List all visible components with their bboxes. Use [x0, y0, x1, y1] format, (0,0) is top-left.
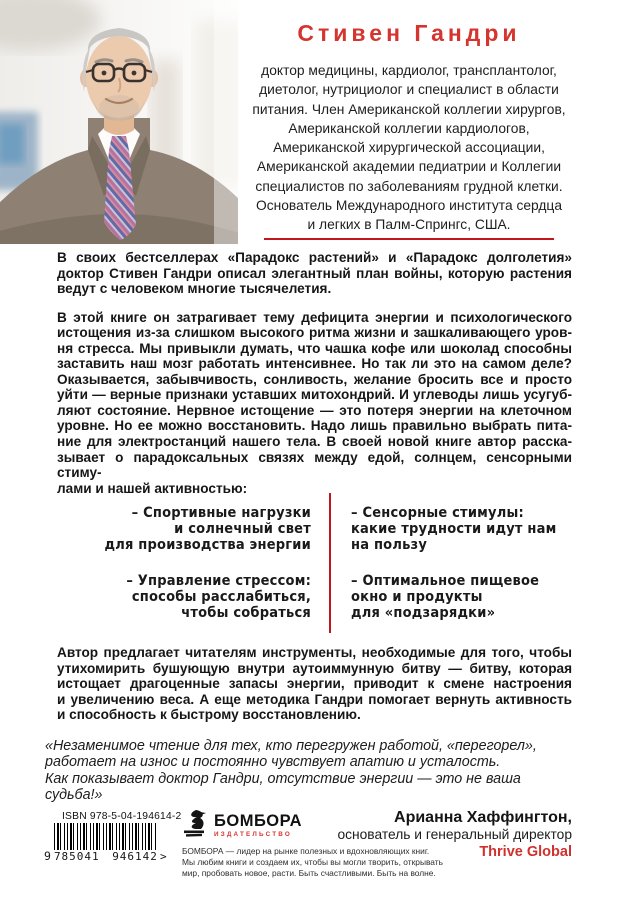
barcode-digits-right: 946142: [112, 850, 158, 863]
benefits-columns: [57, 503, 572, 621]
benefits-column-right: [331, 503, 572, 621]
attribution-name: Арианна Хаффингтон,: [394, 809, 572, 827]
annotation: [45, 250, 572, 861]
intro-paragraph: В своих бестселлерах «Парадокс растений» и «Парадокс долголетия» доктор Стивен Гандри описал элегантный план войны, которую растения ведут с человеком многие тысячелетия.: [57, 250, 572, 297]
barcode-bars: [54, 823, 158, 850]
benefit-item: – Сенсорные стимулы: какие трудности идут нам на пользу: [351, 505, 557, 554]
publisher-name: БОМБОРА: [214, 812, 303, 830]
barcode-lead-digit: 9: [44, 848, 51, 863]
author-name-title: Стивен Гандри: [297, 20, 521, 46]
endorsement-quote: «Незаменимое чтение для тех, кто перегружен работой, «перегорел», работает на износ и постоянно чувствует апатию и усталость. Как показывает доктор Гандри, отсутствие энергии — это не ваша судьба!»: [45, 737, 537, 803]
attribution-role: основатель и генеральный директор: [337, 827, 572, 843]
benefit-item: – Спортивные нагрузки и солнечный свет для производства энергии: [104, 505, 311, 554]
publisher-subtitle: ИЗДАТЕЛЬСТВО: [214, 831, 292, 838]
barcode-bars-wrap: [54, 823, 158, 862]
body-paragraph: В этой книге он затрагивает тему дефицита энергии и психологического истощения из-за слишком высокого ритма жизни и зашкаливающего уров- ня стресса. Мы привыкли думать, что чашка кофе или шоколад способны заставить наш мозг работать интенсивнее. Но так ли это на самом деле? Оказывается, забывчивость, сонливость, желание бросить все и просто уйти — верные признаки уставших митохондрий. И углеводы лишь усугуб- ляют состояние. Нервное истощение — это потеря энергии на клеточном уровне. Но ее можно восстановить. Надо лишь правильно выбрать пита- ние для электростанций нашего тела. В своей новой книге автор расска- зывает о парадоксальных связях между едой, солнцем, сенсорными стиму- лами и нашей активностью:: [57, 309, 572, 496]
bombora-logo-icon: [182, 809, 208, 839]
author-bio: доктор медицины, кардиолог, трансплантолог, диетолог, нутрициолог и специалист в области питания. Член Американской коллегии хирургов, Американской коллегии кардиологов, Американской хирургической ассоциации, Американской академии педиатрии и Коллегии специалистов по заболеваниям грудной клетки. Основатель Международного института сердца и легких в Палм-Спрингс, США.: [252, 63, 566, 233]
benefits-column-left: [57, 503, 329, 621]
header: [246, 18, 572, 235]
red-divider-rule: [264, 238, 554, 240]
isbn-label: ISBN 978-5-04-194614-2: [62, 811, 182, 822]
ean-barcode: [44, 823, 167, 862]
barcode-digits: [54, 851, 158, 862]
barcode-trail-mark: >: [159, 850, 167, 863]
closing-paragraph: Автор предлагает читателям инструменты, необходимые для того, чтобы утихомирить бушующую внутри аутоиммунную битву — битву, которая истощает драгоценные запасы энергии, приводит к смене настроения и увеличению веса. А еще методика Гандри помогает вернуть активность и способность к быстрому восстановлению.: [57, 645, 572, 723]
publisher-block: [182, 809, 444, 880]
barcode-digits-left: 785041: [53, 850, 100, 863]
author-photo: [0, 0, 238, 244]
benefit-item: – Оптимальное пищевое окно и продукты для «подзарядки»: [351, 573, 540, 622]
benefit-item: – Управление стрессом: способы расслабиться, чтобы собраться: [126, 573, 311, 622]
publisher-tagline: БОМБОРА — лидер на рынке полезных и вдохновляющих книг. Мы любим книги и создаем их, чтобы вы могли творить, открывать мир, пробовать новое, расти. Быть счастливыми. Быть на волне.: [182, 846, 443, 879]
attribution-org: Thrive Global: [479, 843, 572, 860]
